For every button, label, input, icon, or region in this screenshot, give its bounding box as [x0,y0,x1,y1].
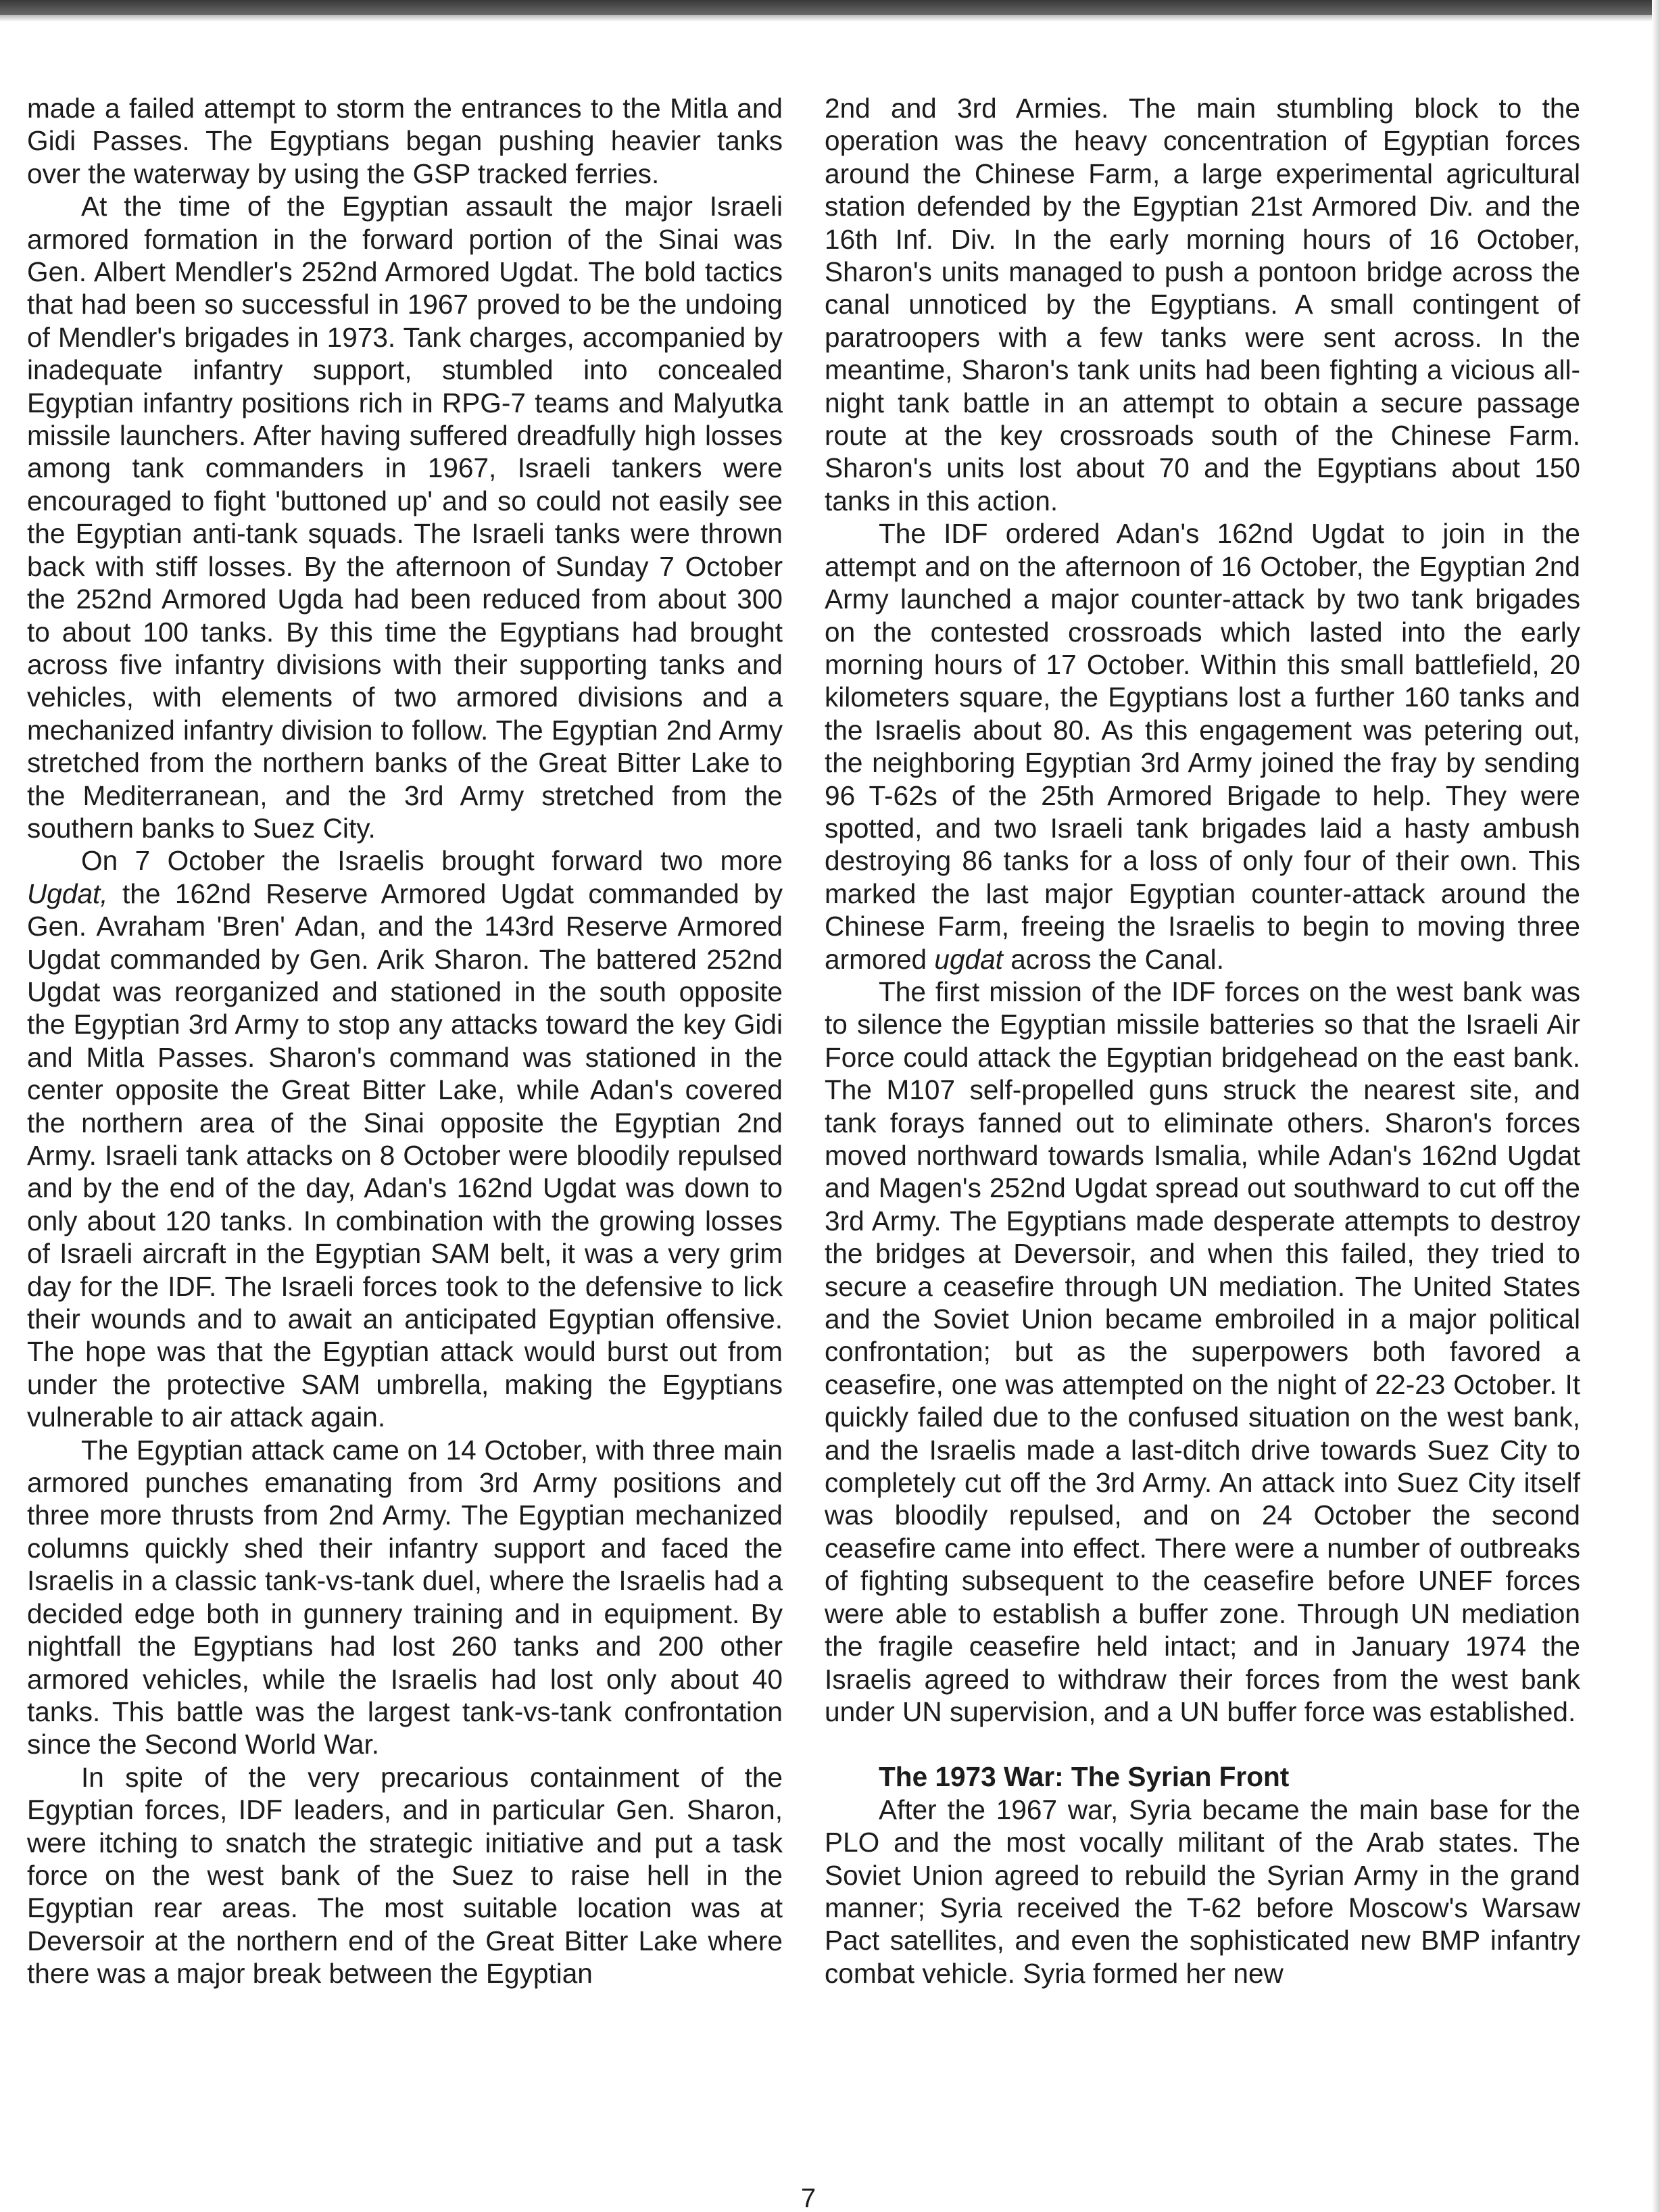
left-paragraph-5: In spite of the very precarious containment of the Egyptian forces, IDF leaders, and in particular Gen. Sharon, were itching to snatch the strategic initiative and put a task force on the west bank of the Suez to raise hell in the Egyptian rear areas. The most suitable location was at Deversoir at the northern end of the Great Bitter Lake where there was a major break between the Egyptian [27,1761,783,1990]
left-paragraph-1: made a failed attempt to storm the entrances to the Mitla and Gidi Passes. The Egyptians began pushing heavier tanks over the waterway by using the GSP tracked ferries. [27,93,783,189]
left-paragraph-3-italic: Ugdat, [27,877,108,909]
right-paragraph-2-start: The IDF ordered Adan's 162nd Ugdat to join in the attempt and on the afternoon of 16 October, the Egyptian 2nd Army launched a major counter-attack by two tank brigades on the contested crossroads which lasted into the early morning hours of 17 October. Within this small battlefield, 20 kilometers square, the Egyptians lost a further 160 tanks and the Israelis about 80. As this engagement was petering out, the neighboring Egyptian 3rd Army joined the fray by sending 96 T-62s of the 25th Armored Brigade to help. They were spotted, and two Israeli tank brigades laid a hasty ambush destroying 86 tanks for a loss of only four of their own. This marked the last major Egyptian counter-attack around the Chinese Farm, freeing the Israelis to begin to moving three armored [825,518,1580,975]
right-paragraph-4: After the 1967 war, Syria became the main base for the PLO and the most vocally militant of the Arab states. The Soviet Union agreed to rebuild the Syrian Army in the grand manner; Syria received the T-62 before Moscow's Warsaw Pact satellites, and even the sophisticated new BMP infantry combat vehicle. Syria formed her new [825,1794,1580,1989]
section-heading-syrian-front: The 1973 War: The Syrian Front [879,1761,1290,1793]
page-edge-shadow [1652,0,1660,2212]
right-paragraph-3: The first mission of the IDF forces on the west bank was to silence the Egyptian missile batteries so that the Israeli Air Force could attack the Egyptian bridgehead on the east bank. The M107 self-propelled guns struck the nearest site, and tank forays fanned out to eliminate others. Sharon's forces moved northward towards Ismalia, while Adan's 162nd Ugdat and Magen's 252nd Ugdat spread out southward to cut off the 3rd Army. The Egyptians made desperate attempts to destroy the bridges at Deversoir, and when this failed, they tried to secure a ceasefire through UN mediation. The United States and the Soviet Union became embroiled in a major political confrontation; but as the superpowers both favored a ceasefire, one was attempted on the night of 22-23 October. It quickly failed due to the confused situation on the west bank, and the Israelis made a last-ditch drive towards Suez City to completely cut off the 3rd Army. An attack into Suez City itself was bloodily repulsed, and on 24 October the second ceasefire came into effect. There were a number of outbreaks of fighting subsequent to the ceasefire before UNEF forces were able to establish a buffer zone. Through UN mediation the fragile ceasefire held intact; and in January 1974 the Israelis agreed to withdraw their forces from the west bank under UN supervision, and a UN buffer force was established. [825,976,1580,1727]
right-paragraph-1: 2nd and 3rd Armies. The main stumbling block to the operation was the heavy concentration of Egyptian forces around the Chinese Farm, a large experimental agricultural station defended by the Egyptian 21st Armored Div. and the 16th Inf. Div. In the early morning hours of 16 October, Sharon's units managed to push a pontoon bridge across the canal unnoticed by the Egyptians. A small contingent of paratroopers with a few tanks were sent across. In the meantime, Sharon's tank units had been fighting a vicious all-night tank battle in an attempt to obtain a secure passage route at the key crossroads south of the Chinese Farm. Sharon's units lost about 70 and the Egyptians about 150 tanks in this action. [825,93,1580,516]
left-paragraph-2: At the time of the Egyptian assault the major Israeli armored formation in the forward portion of the Sinai was Gen. Albert Mendler's 252nd Armored Ugdat. The bold tactics that had been so successful in 1967 proved to be the undoing of Mendler's brigades in 1973. Tank charges, accompanied by inadequate infantry support, stumbled into concealed Egyptian infantry positions rich in RPG-7 teams and Malyutka missile launchers. After having suffered dreadfully high losses among tank commanders in 1967, Israeli tankers were encouraged to fight 'buttoned up' and so could not easily see the Egyptian anti-tank squads. The Israeli tanks were thrown back with stiff losses. By the afternoon of Sunday 7 October the 252nd Armored Ugda had been reduced from about 300 to about 100 tanks. By this time the Egyptians had brought across five infantry divisions with their supporting tanks and vehicles, with elements of two armored divisions and a mechanized infantry division to follow. The Egyptian 2nd Army stretched from the northern banks of the Great Bitter Lake to the Mediterranean, and the 3rd Army stretched from the southern banks to Suez City. [27,191,783,844]
right-paragraph-2 [825,517,1580,976]
right-column [825,92,1580,1990]
top-border-rule [0,0,1660,15]
right-paragraph-2-rest: across the Canal. [1002,943,1224,975]
page-number: 7 [800,2184,816,2212]
right-paragraph-2-italic: ugdat [934,943,1003,975]
left-paragraph-3 [27,844,783,1433]
left-paragraph-3-rest: the 162nd Reserve Armored Ugdat commanded by Gen. Avraham 'Bren' Adan, and the 143rd Reserve Armored Ugdat commanded by Gen. Arik Sharon. The battered 252nd Ugdat was reorganized and stationed in the south opposite the Egyptian 3rd Army to stop any attacks toward the key Gidi and Mitla Passes. Sharon's command was stationed in the center opposite the Great Bitter Lake, while Adan's covered the northern area of the Sinai opposite the Egyptian 2nd Army. Israeli tank attacks on 8 October were bloodily repulsed and by the end of the day, Adan's 162nd Ugdat was down to only about 120 tanks. In combination with the growing losses of Israeli aircraft in the Egyptian SAM belt, it was a very grim day for the IDF. The Israeli forces took to the defensive to lick their wounds and to await an anticipated Egyptian offensive. The hope was that the Egyptian attack would burst out from under the protective SAM umbrella, making the Egyptians vulnerable to air attack again. [27,877,783,1433]
left-paragraph-3-start: On 7 October the Israelis brought forward two more [81,845,783,877]
left-column [27,92,783,1990]
top-border-shadow [0,15,1660,22]
left-paragraph-4: The Egyptian attack came on 14 October, with three main armored punches emanating from 3rd Army positions and three more thrusts from 2nd Army. The Egyptian mechanized columns quickly shed their infantry support and faced the Israelis in a classic tank-vs-tank duel, where the Israelis had a decided edge both in gunnery training and in equipment. By nightfall the Egyptians had lost 260 tanks and 200 other armored vehicles, while the Israelis had lost only about 40 tanks. This battle was the largest tank-vs-tank confrontation since the Second World War. [27,1434,783,1760]
